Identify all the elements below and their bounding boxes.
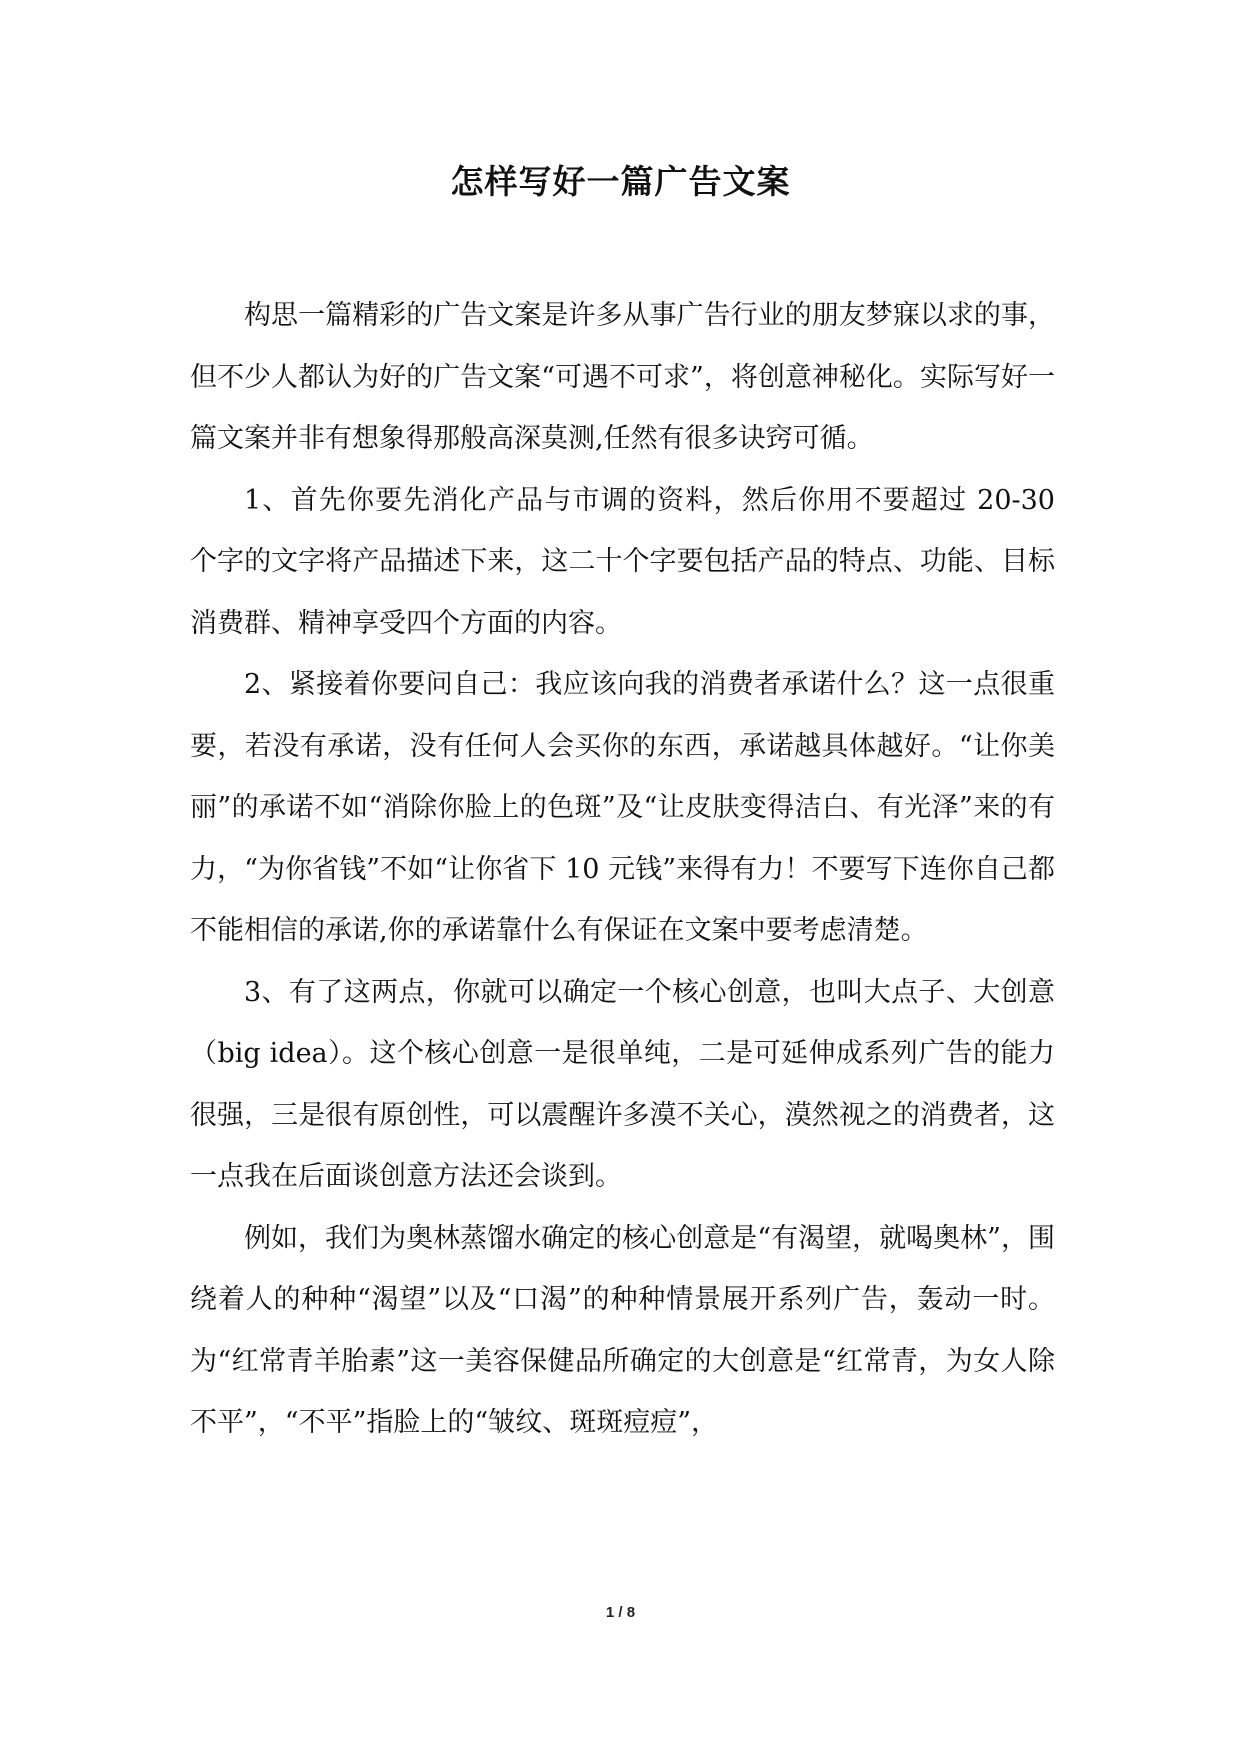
paragraph-example: 例如，我们为奥林蒸馏水确定的核心创意是“有渴望，就喝奥林”，围绕着人的种种“渴望”以及“口渴”的种种情景展开系列广告，轰动一时。为“红常青羊胎素”这一美容保健品所确定的大创意是“红常青，为女人除不平”，“不平”指脸上的“皱纹、斑斑痘痘”， [190, 1222, 1055, 1438]
document-title: 怎样写好一篇广告文案 [450, 162, 791, 201]
document-body [190, 285, 1055, 1454]
paragraph-point-2: 2、紧接着你要问自己：我应该向我的消费者承诺什么？这一点很重要，若没有承诺，没有任何人会买你的东西，承诺越具体越好。“让你美丽”的承诺不如“消除你脸上的色斑”及“让皮肤变得洁白、有光泽”来的有力，“为你省钱”不如“让你省下 10 元钱”来得有力！不要写下连你自己都不能相信的承诺,你的承诺靠什么有保证在文案中要考虑清楚。 [190, 669, 1055, 946]
paragraph-point-1: 1、首先你要先消化产品与市调的资料，然后你用不要超过 20-30 个字的文字将产品描述下来，这二十个字要包括产品的特点、功能、目标消费群、精神享受四个方面的内容。 [190, 484, 1055, 639]
paragraph-intro: 构思一篇精彩的广告文案是许多从事广告行业的朋友梦寐以求的事，但不少人都认为好的广告文案“可遇不可求”，将创意神秘化。实际写好一篇文案并非有想象得那般高深莫测,任然有很多诀窍可循。 [190, 300, 1055, 454]
page-number: 1 / 8 [605, 1604, 636, 1621]
paragraph-point-3: 3、有了这两点，你就可以确定一个核心创意，也叫大点子、大创意（big idea）。这个核心创意一是很单纯，二是可延伸成系列广告的能力很强，三是很有原创性，可以震醒许多漠不关心，漠然视之的消费者，这一点我在后面谈创意方法还会谈到。 [190, 976, 1055, 1192]
